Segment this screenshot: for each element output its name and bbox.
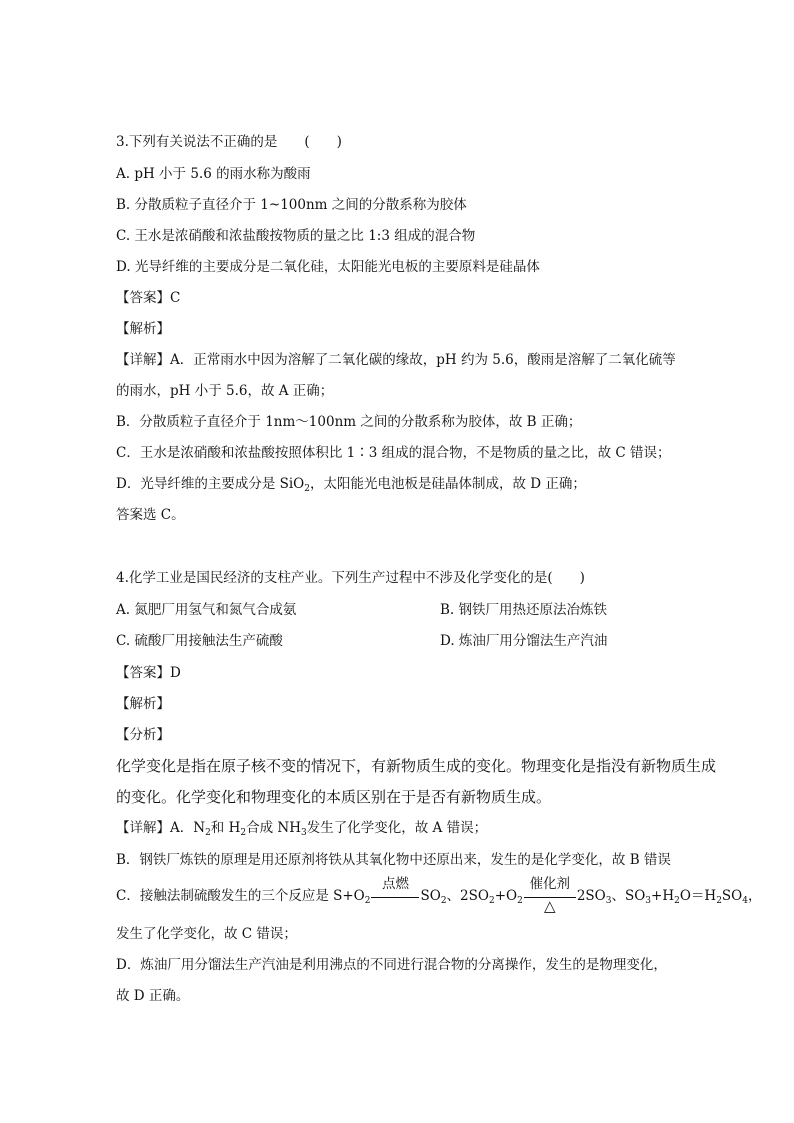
q3-detail-d-text1: D．光导纤维的主要成分是 SiO	[116, 476, 305, 492]
q4-option-b: B. 钢铁厂用热还原法冶炼铁	[440, 602, 608, 618]
subscript: 2	[517, 896, 523, 906]
subscript: 2	[240, 828, 247, 838]
equation-text: SO	[420, 888, 441, 904]
subscript: 2	[440, 896, 447, 906]
q4-analysis-label: 【解析】	[116, 696, 170, 712]
q4-option-d: D. 炼油厂用分馏法生产汽油	[440, 633, 608, 649]
q4-detail-a	[116, 818, 487, 838]
subscript: 2	[488, 896, 495, 906]
q4-detail-c-line2: 发生了化学变化，故 C 错误；	[116, 926, 297, 942]
q4-detail-b: B．钢铁厂炼铁的原理是用还原剂将铁从其氧化物中还原出来，发生的是化学变化，故 B 错误	[116, 852, 671, 868]
q4-stem: 4.化学工业是国民经济的支柱产业。下列生产过程中不涉及化学变化的是( )	[116, 570, 585, 586]
q3-detail-d-sub: 2	[304, 484, 310, 494]
q4-detail-a-text3: 合成 NH	[246, 820, 301, 836]
q3-option-d: D. 光导纤维的主要成分是二氧化硅，太阳能光电板的主要原料是硅晶体	[116, 259, 540, 275]
reaction-arrow-ignite	[371, 875, 419, 904]
q3-detail-a-line2: 的雨水，pH 小于 5.6，故 A 正确；	[116, 383, 334, 399]
equation-text: C．接触法制硫酸发生的三个反应是 S+O	[116, 888, 365, 904]
q3-stem: 3.下列有关说法不正确的是 ( )	[116, 134, 342, 150]
q3-conclusion: 答案选 C。	[116, 507, 185, 523]
q4-detail-a-text1: 【详解】A．N	[116, 820, 206, 836]
q3-detail-a-line1: 【详解】A．正常雨水中因为溶解了二氧化碳的缘故，pH 约为 5.6，酸雨是溶解了二氧化硫等	[116, 352, 676, 368]
q4-detail-d-line1: D．炼油厂用分馏法生产汽油是利用沸点的不同进行混合物的分离操作，发生的是物理变化，	[116, 957, 667, 973]
q3-answer: 【答案】C	[116, 290, 181, 306]
subscript: 2	[716, 896, 722, 906]
q3-analysis-label: 【解析】	[116, 321, 170, 337]
equation-text: O＝H	[679, 888, 717, 904]
subscript: 3	[301, 828, 307, 838]
reaction-condition-ignite: 点燃	[381, 875, 409, 892]
equation-text: +O	[494, 888, 518, 904]
heat-triangle-icon: △	[544, 896, 556, 915]
q3-detail-d	[116, 474, 586, 494]
q3-option-b: B. 分散质粒子直径介于 1~100nm 之间的分散系称为胶体	[116, 197, 467, 213]
q4-answer: 【答案】D	[116, 665, 181, 681]
equation-text: ，	[747, 888, 762, 904]
q4-detail-c-equations	[116, 875, 762, 915]
subscript: 2	[205, 828, 211, 838]
q3-detail-b: B．分散质粒子直径介于 1nm～100nm 之间的分散系称为胶体，故 B 正确；	[116, 414, 582, 430]
q3-detail-d-text2: ，太阳能光电池板是硅晶体制成，故 D 正确；	[309, 476, 586, 492]
reaction-arrow-catalyst	[524, 875, 576, 915]
subscript: 2	[674, 896, 680, 906]
equation-text: 、SO	[611, 888, 646, 904]
equation-text: +H	[651, 888, 675, 904]
subscript: 4	[742, 896, 748, 906]
q4-detail-d-line2: 故 D 正确。	[116, 988, 190, 1004]
reaction-arrow-line	[371, 897, 419, 898]
subscript: 2	[364, 896, 371, 906]
q4-option-c: C. 硫酸厂用接触法生产硫酸	[116, 633, 283, 649]
q4-fenxi-label: 【分析】	[116, 727, 170, 743]
q4-option-a: A. 氮肥厂用氢气和氮气合成氨	[116, 602, 297, 618]
q3-option-a: A. pH 小于 5.6 的雨水称为酸雨	[116, 166, 311, 182]
equation-text: 、2SO	[446, 888, 489, 904]
equation-text: 2SO	[576, 888, 606, 904]
reaction-condition-catalyst: 催化剂	[529, 875, 571, 892]
q4-fenxi-line1: 化学变化是指在原子核不变的情况下，有新物质生成的变化。物理变化是指没有新物质生成	[116, 757, 717, 775]
q3-option-c: C. 王水是浓硝酸和浓盐酸按物质的量之比 1:3 组成的混合物	[116, 228, 476, 244]
q4-detail-a-text2: 和 H	[210, 820, 241, 836]
subscript: 3	[645, 896, 652, 906]
q4-fenxi-line2: 的变化。化学变化和物理变化的本质区别在于是否有新物质生成。	[116, 788, 552, 806]
equation-text: SO	[721, 888, 743, 904]
q4-detail-a-text4: 发生了化学变化，故 A 错误；	[306, 820, 488, 836]
q3-detail-c: C．王水是浓硝酸和浓盐酸按照体积比 1∶3 组成的混合物，不是物质的量之比，故 C 错误；	[116, 445, 671, 461]
subscript: 3	[605, 896, 612, 906]
